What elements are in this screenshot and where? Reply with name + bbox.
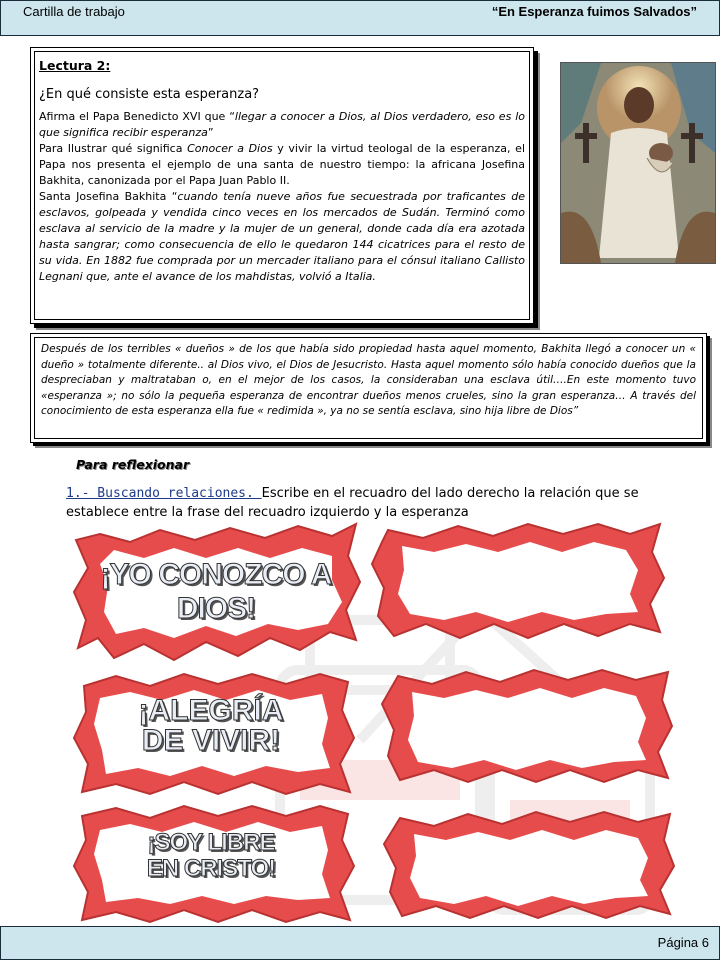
reflect-heading: Para reflexionar [76, 457, 190, 472]
answer-bubble-2[interactable] [376, 664, 676, 786]
bubble-3-text: ¡SOY LIBRE EN CRISTO! [146, 829, 276, 882]
page-number: Página 6 [657, 935, 709, 950]
reading-box [30, 47, 534, 324]
task-heading: 1.- Buscando relaciones. [66, 486, 262, 501]
bubble-2-text: ¡ALEGRÍA DE VIVIR! [138, 694, 284, 757]
bubble-1-text: ¡YO CONOZCO A DIOS! [100, 558, 332, 625]
header-left-title: Cartilla de trabajo [23, 4, 125, 19]
phrase-bubble-2 [66, 668, 356, 800]
answer-bubble-1[interactable] [368, 520, 668, 640]
reading-paragraph-1: Afirma el Papa Benedicto XVI que “llegar a conocer a Dios, al Dios verdadero, eso es lo que significa recibir esperanza” [39, 110, 525, 139]
reading-paragraph-2: Para Ilustrar qué significa Conocer a Dios y vivir la virtud teologal de la esperanza, el Papa nos presenta el ejemplo de una santa de nuestro tiempo: la africana Josefina Bakhita, canonizada por el Papa Juan Pablo II. [39, 142, 526, 187]
reading-paragraph-3: Santa Josefina Bakhita “cuando tenía nueve años fue secuestrada por traficantes de esclavos, golpeada y vendida cinco veces en los mercados de Sudán. Terminó como esclava al servicio de la madre y la mujer de un general, donde cada día era azotada hasta sangrar; como consecuencia de ello le quedaron 144 cicatrices para el resto de su vida. En 1882 fue comprada por un mercader italiano para el cónsul italiano Callisto Legnani que, ante el avance de los mahdistas, volvió a Italia. [39, 190, 525, 283]
phrase-bubble-1 [70, 520, 362, 666]
continuation-text: Después de los terribles « dueños » de los que había sido propiedad hasta aquel momento, Bakhita llegó a conocer un « dueño » totalmente diferente.. al Dios vivo, el Dios de Jesucristo. Hasta aquel momento sólo había conocido dueños que la despreciaban y maltrataban o, en el mejor de los casos, la consideraban una esclava útil….En este momento tuvo «esperanza »; no sólo la pequeña esperanza de encontrar dueños menos crueles, sino la gran esperanza… A través del conocimiento de esta esperanza ella fue « redimida », ya no se sentía esclava, sino hija libre de Dios” [34, 337, 703, 439]
reading-question: ¿En qué consiste esta esperanza? [39, 87, 260, 102]
task-body: Escribe en el recuadro del lado derecho la relación que se establece entre la frase del recuadro izquierdo y la esperanza [66, 486, 639, 520]
answer-bubble-3[interactable] [378, 806, 678, 922]
saint-mural-image [560, 62, 716, 264]
continuation-box [30, 333, 707, 443]
task-instructions [66, 484, 686, 522]
page-footer [0, 926, 720, 960]
phrase-bubble-3 [66, 800, 356, 926]
page-header [0, 0, 720, 36]
header-right-title: “En Esperanza fuimos Salvados” [491, 4, 697, 19]
reading-title: Lectura 2: [39, 58, 111, 73]
